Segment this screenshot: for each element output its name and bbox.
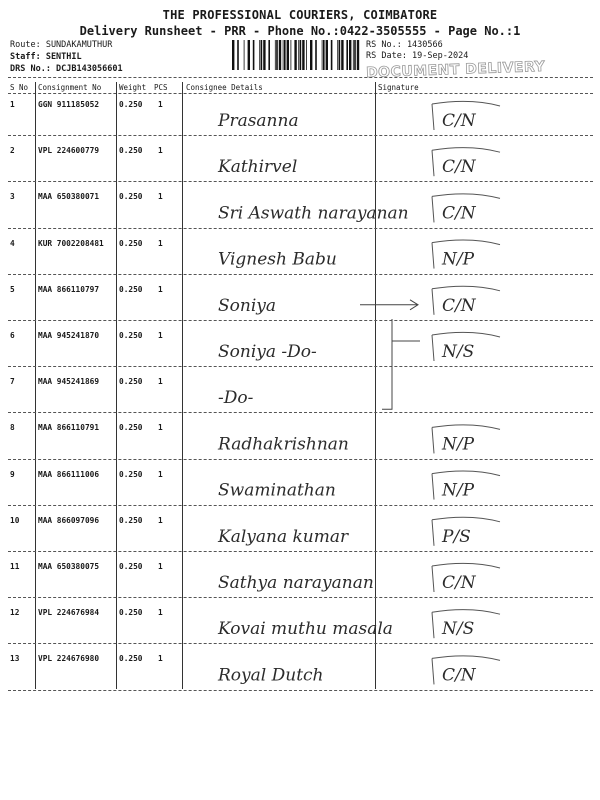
signature-bracket-stroke	[432, 517, 500, 546]
row-pcs: 1	[158, 608, 163, 618]
barcode-bar	[291, 40, 292, 70]
barcode-bar	[253, 40, 255, 70]
barcode-bar	[294, 40, 296, 70]
row-weight: 0.250	[119, 331, 143, 340]
barcode-bar	[263, 40, 265, 70]
col-sno: S No	[10, 83, 29, 92]
signature-note: C/N	[442, 295, 476, 316]
signature-bracket-stroke	[432, 332, 500, 361]
signature-note: C/N	[442, 111, 476, 131]
row-separator	[8, 690, 593, 691]
consignee-handwritten-name: Prasanna	[218, 111, 299, 131]
row-sno: 10	[10, 515, 20, 525]
barcode-bar	[237, 40, 239, 70]
barcode-bar	[326, 40, 328, 70]
col-pcs: PCS	[154, 83, 168, 92]
row-sno: 6	[10, 331, 15, 340]
row-separator	[8, 597, 593, 598]
row-sno: 4	[10, 238, 15, 248]
row-sno: 7	[10, 377, 15, 387]
row-separator	[8, 320, 593, 321]
consignee-handwritten-name: -Do-	[218, 388, 254, 409]
row-separator	[8, 135, 593, 136]
barcode-bar	[353, 40, 354, 70]
barcode-bar	[349, 40, 351, 70]
row-sno: 3	[10, 192, 15, 202]
signature-note: N/S	[442, 619, 475, 640]
barcode-bar	[354, 40, 356, 70]
barcode-bar	[331, 40, 333, 70]
row-separator	[8, 551, 593, 552]
row-sno: 11	[10, 562, 20, 571]
row-separator	[8, 366, 593, 367]
signature-bracket-stroke	[432, 148, 500, 177]
document-delivery-stamp: DOCUMENT DELIVERY	[365, 58, 546, 82]
barcode-bar	[287, 40, 289, 70]
signature-bracket-stroke	[432, 471, 500, 500]
row-consignment-no: MAA 866110797	[38, 284, 100, 294]
barcode-bar	[322, 40, 323, 70]
consignee-handwritten-name: Kathirvel	[218, 157, 298, 178]
consignee-handwritten-name: Kovai muthu masala	[218, 619, 393, 640]
rs-date: RS Date: 19-Sep-2024	[366, 51, 469, 61]
barcode-bar	[284, 40, 286, 70]
row-pcs: 1	[158, 654, 163, 664]
signature-note: C/N	[442, 573, 476, 593]
row-consignment-no: MAA 866097096	[38, 515, 100, 525]
barcode-bar	[275, 40, 276, 70]
barcode-bar	[261, 40, 263, 70]
barcode-bar	[300, 40, 302, 70]
row-consignment-no: MAA 650380075	[38, 562, 100, 571]
row-consignment-no: MAA 945241869	[38, 377, 100, 387]
signature-bracket-stroke	[432, 425, 500, 454]
col-consignment: Consignment No	[38, 83, 102, 92]
row-consignment-no: MAA 866111006	[38, 469, 100, 479]
row-separator	[8, 274, 593, 275]
route-label: Route: SUNDAKAMUTHUR	[10, 40, 113, 50]
row-pcs: 1	[158, 192, 163, 202]
row-pcs: 1	[158, 238, 163, 248]
row-consignment-no: MAA 650380071	[38, 192, 100, 202]
row-pcs: 1	[158, 284, 163, 294]
signature-note: N/S	[442, 342, 475, 362]
row-pcs: 1	[158, 146, 163, 156]
row-sno: 9	[10, 469, 15, 479]
company-title: THE PROFESSIONAL COURIERS, COIMBATORE	[162, 8, 438, 22]
row-weight: 0.250	[119, 377, 143, 387]
consignee-handwritten-name: Soniya	[218, 295, 277, 316]
barcode-bar	[276, 40, 278, 70]
row-sno: 13	[10, 654, 20, 664]
row-pcs: 1	[158, 377, 163, 387]
signature-bracket-stroke	[432, 194, 500, 223]
barcode-bar	[346, 40, 348, 70]
row-weight: 0.250	[119, 654, 143, 664]
row-consignment-no: VPL 224676980	[38, 654, 100, 664]
row-consignment-no: MAA 866110791	[38, 423, 100, 433]
barcode-bar	[341, 40, 343, 70]
barcode-bar	[244, 40, 245, 70]
signature-bracket-stroke	[432, 656, 500, 685]
rs-number: RS No.: 1430566	[366, 40, 443, 50]
col-consignee: Consignee Details	[186, 83, 263, 92]
barcode-bar	[339, 40, 341, 70]
row-pcs: 1	[158, 423, 163, 433]
barcode-bar	[323, 40, 325, 70]
barcode-bar	[232, 40, 234, 70]
row-weight: 0.250	[119, 608, 143, 618]
row-separator	[8, 459, 593, 460]
staff-label: Staff: SENTHIL	[10, 52, 82, 62]
signature-bracket-stroke	[432, 563, 500, 592]
consignee-handwritten-name: Sathya narayanan	[218, 573, 374, 593]
row-weight: 0.250	[119, 469, 143, 479]
row-pcs: 1	[158, 469, 163, 479]
row-weight: 0.250	[119, 284, 143, 294]
consignee-handwritten-name: Vignesh Babu	[218, 249, 337, 270]
signature-note: N/P	[442, 434, 475, 455]
signature-note: N/P	[442, 249, 475, 270]
runsheet-subtitle: Delivery Runsheet - PRR - Phone No.:0422-3505555 - Page No.:1	[79, 24, 521, 38]
consignee-handwritten-name: Kalyana kumar	[218, 526, 349, 547]
row-pcs: 1	[158, 562, 163, 571]
barcode-bar	[259, 40, 260, 70]
col-signature: Signature	[378, 83, 419, 92]
row-consignment-no: MAA 945241870	[38, 331, 100, 340]
col-weight: Weight	[119, 83, 147, 92]
row-weight: 0.250	[119, 146, 143, 156]
row-separator	[8, 181, 593, 182]
barcode-bar	[298, 40, 299, 70]
barcode-bar	[315, 40, 317, 70]
row-sno: 8	[10, 423, 15, 433]
barcode-bar	[306, 40, 307, 70]
signature-bracket-stroke	[432, 101, 500, 130]
signature-bracket-stroke	[432, 286, 500, 315]
consignee-handwritten-name: Royal Dutch	[218, 665, 324, 686]
row-separator	[8, 505, 593, 506]
row-consignment-no: VPL 224600779	[38, 146, 100, 156]
row-sno: 1	[10, 100, 15, 109]
header-bottom-rule	[8, 93, 593, 94]
row-weight: 0.250	[119, 515, 143, 525]
barcode-bar	[268, 40, 270, 70]
row-sno: 12	[10, 608, 20, 618]
signature-note: C/N	[442, 203, 476, 224]
signature-bracket-stroke	[432, 240, 500, 269]
row-consignment-no: GGN 911185052	[38, 100, 100, 109]
barcode-bar	[279, 40, 281, 70]
drs-number: DRS No.: DCJB143056601	[10, 64, 123, 74]
consignee-handwritten-name: Sri Aswath narayanan	[218, 203, 409, 224]
row-sno: 2	[10, 146, 15, 156]
signature-note: N/P	[442, 480, 475, 501]
barcode-bar	[248, 40, 250, 70]
row-pcs: 1	[158, 515, 163, 525]
signature-note: C/N	[442, 157, 476, 178]
row-separator	[8, 412, 593, 413]
consignee-handwritten-name: Soniya -Do-	[218, 342, 317, 362]
row-weight: 0.250	[119, 562, 143, 571]
signature-note: P/S	[442, 526, 471, 547]
row-pcs: 1	[158, 331, 163, 340]
row-separator	[8, 643, 593, 644]
barcode-bar	[357, 40, 359, 70]
barcode-bar	[310, 40, 312, 70]
row-consignment-no: KUR 7002208481	[38, 238, 104, 248]
row-weight: 0.250	[119, 238, 143, 248]
consignee-handwritten-name: Radhakrishnan	[218, 434, 349, 455]
signature-note: C/N	[442, 665, 476, 686]
barcode	[232, 40, 360, 70]
signature-bracket-stroke	[432, 610, 500, 639]
row-weight: 0.250	[119, 192, 143, 202]
row-separator	[8, 228, 593, 229]
arrow-stroke	[360, 300, 418, 310]
row-sno: 5	[10, 284, 15, 294]
row-weight: 0.250	[119, 100, 143, 109]
barcode-bar	[302, 40, 304, 70]
barcode-bar	[283, 40, 284, 70]
header-top-rule	[8, 77, 593, 78]
row-weight: 0.250	[119, 423, 143, 433]
row-pcs: 1	[158, 100, 163, 109]
consignee-handwritten-name: Swaminathan	[218, 480, 336, 501]
bracket-stroke	[382, 319, 420, 409]
row-consignment-no: VPL 224676984	[38, 608, 100, 618]
barcode-bar	[337, 40, 338, 70]
